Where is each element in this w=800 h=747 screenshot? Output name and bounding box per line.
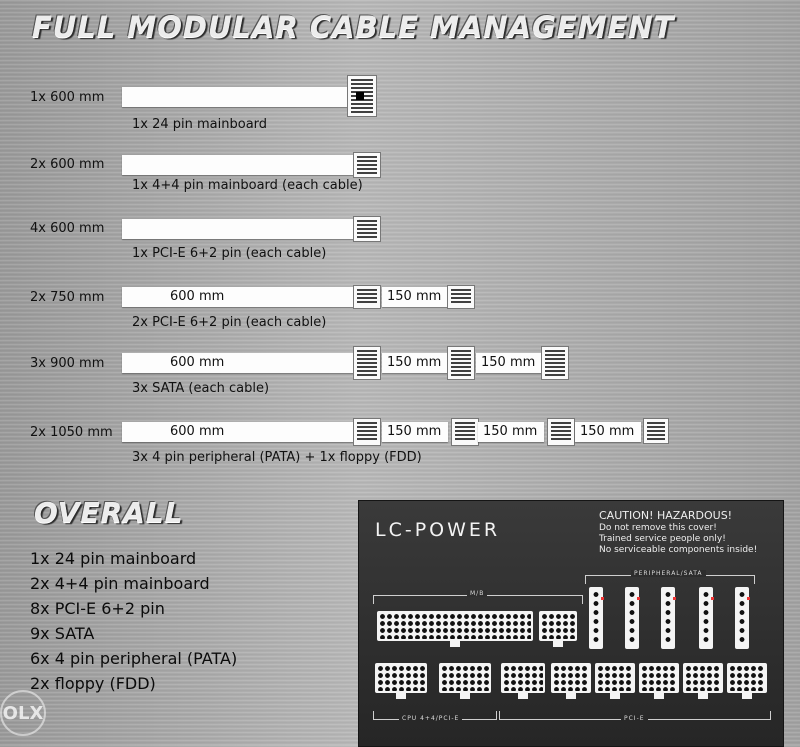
cable-length-3: 4x 600 mm	[30, 221, 105, 236]
overall-title: OVERALL	[34, 496, 184, 529]
page-heading: FULL MODULAR CABLE MANAGEMENT	[32, 10, 675, 44]
cable-bar	[575, 422, 641, 442]
mb-label: M/B	[467, 590, 487, 597]
cpu-pcie-label: CPU 4+4/PCI-E	[399, 715, 462, 722]
watermark-logo: OLX	[0, 690, 46, 736]
cable-bar	[122, 87, 348, 107]
overall-item: 6x 4 pin peripheral (PATA)	[30, 649, 238, 668]
cable-desc-2: 1x 4+4 pin mainboard (each cable)	[132, 178, 363, 193]
overall-item: 2x floppy (FDD)	[30, 674, 156, 693]
periph-label: PERIPHERAL/SATA	[631, 570, 706, 577]
cable-desc-5: 3x SATA (each cable)	[132, 381, 270, 396]
pcie-connector-icon	[447, 285, 475, 309]
segment-length: 600 mm	[170, 355, 225, 370]
cable-desc-4: 2x PCI-E 6+2 pin (each cable)	[132, 315, 327, 330]
sata-connector-icon	[541, 346, 569, 380]
cable-desc-1: 1x 24 pin mainboard	[132, 117, 268, 132]
cable-length-2: 2x 600 mm	[30, 157, 105, 172]
segment-length: 150 mm	[580, 424, 635, 439]
sata-socket	[625, 587, 639, 649]
pcie-socket	[683, 663, 723, 693]
pcie-socket	[501, 663, 545, 693]
cable-desc-3: 1x PCI-E 6+2 pin (each cable)	[132, 246, 327, 261]
sata-connector-icon	[353, 346, 381, 380]
overall-item: 2x 4+4 pin mainboard	[30, 574, 210, 593]
cable-bar	[122, 353, 354, 373]
aux-socket	[539, 611, 577, 641]
pcie-socket	[595, 663, 635, 693]
cable-bar	[122, 219, 354, 239]
cable-bar	[478, 422, 544, 442]
pcie-connector-icon	[353, 216, 381, 242]
cable-bar	[122, 287, 354, 307]
eps-connector-icon	[353, 152, 381, 178]
segment-length: 600 mm	[170, 424, 225, 439]
atx24-connector-icon	[347, 75, 377, 117]
cable-length-1: 1x 600 mm	[30, 90, 105, 105]
overall-item: 8x PCI-E 6+2 pin	[30, 599, 165, 618]
floppy-connector-icon	[643, 418, 669, 444]
cable-bar	[382, 422, 448, 442]
molex-connector-icon	[353, 418, 381, 446]
brand-logo: LC-POWER	[375, 519, 501, 541]
cable-bar	[122, 155, 354, 175]
overall-item: 9x SATA	[30, 624, 95, 643]
segment-length: 150 mm	[387, 355, 442, 370]
cable-bar	[382, 287, 448, 307]
atx24-socket	[377, 611, 533, 641]
cable-length-5: 3x 900 mm	[30, 356, 105, 371]
cable-bar	[476, 353, 542, 373]
molex-connector-icon	[547, 418, 575, 446]
segment-length: 150 mm	[387, 424, 442, 439]
caution-line: No serviceable components inside!	[599, 545, 758, 555]
psu-modular-panel	[358, 500, 784, 747]
cable-length-4: 2x 750 mm	[30, 290, 105, 305]
sata-socket	[661, 587, 675, 649]
segment-length: 150 mm	[387, 289, 442, 304]
sata-socket	[735, 587, 749, 649]
segment-length: 150 mm	[481, 355, 536, 370]
caution-line: Do not remove this cover!	[599, 523, 717, 533]
caution-title: CAUTION! HAZARDOUS!	[599, 509, 733, 522]
pcie-socket	[551, 663, 591, 693]
caution-line: Trained service people only!	[599, 534, 726, 544]
pcie-connector-icon	[353, 285, 381, 309]
pcie-socket	[727, 663, 767, 693]
sata-connector-icon	[447, 346, 475, 380]
pcie-label: PCI-E	[621, 715, 648, 722]
cable-desc-6: 3x 4 pin peripheral (PATA) + 1x floppy (FDD)	[132, 450, 422, 465]
overall-item: 1x 24 pin mainboard	[30, 549, 197, 568]
sata-socket	[589, 587, 603, 649]
overall-list	[30, 546, 237, 696]
segment-length: 600 mm	[170, 289, 225, 304]
segment-length: 150 mm	[483, 424, 538, 439]
cable-length-6: 2x 1050 mm	[30, 425, 113, 440]
molex-connector-icon	[451, 418, 479, 446]
sata-socket	[699, 587, 713, 649]
pcie-socket	[639, 663, 679, 693]
cable-bar	[122, 422, 354, 442]
cpu-socket	[375, 663, 427, 693]
caution-label	[599, 509, 757, 556]
cable-bar	[382, 353, 448, 373]
cpu-socket	[439, 663, 491, 693]
